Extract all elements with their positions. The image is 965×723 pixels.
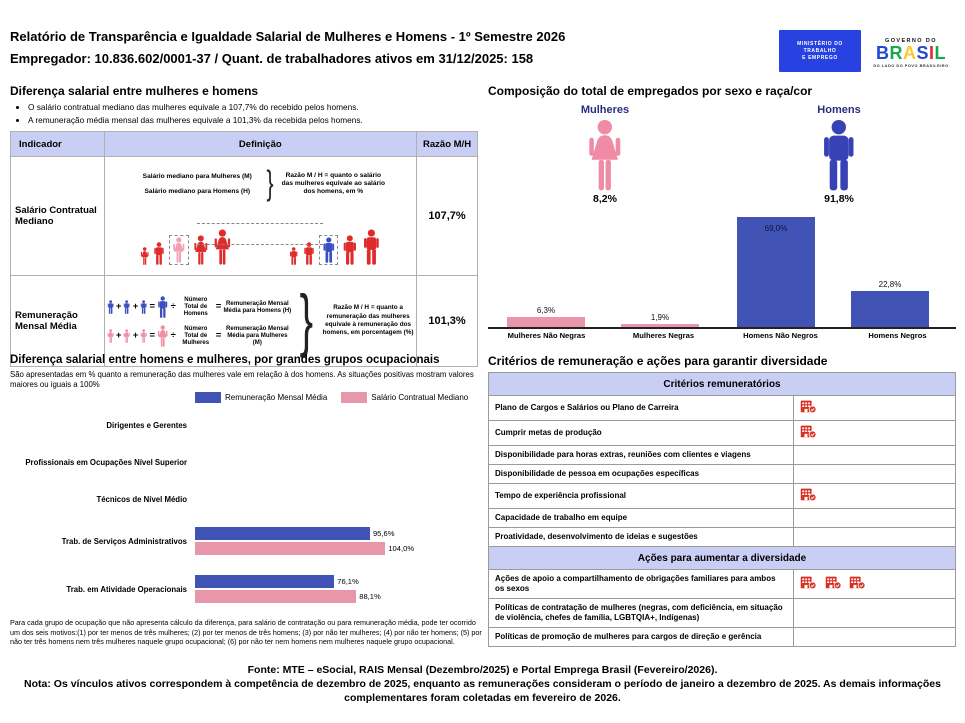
criteria-row [489, 465, 956, 484]
criteria-label: Disponibilidade de pessoa em ocupações específicas [489, 465, 794, 484]
criteria-row [489, 396, 956, 421]
composition-bar-chart [488, 211, 956, 329]
equals-sign: = [215, 301, 222, 312]
criteria-row [489, 509, 956, 528]
group-label: Técnicos de Nível Médio [96, 495, 187, 505]
bar-value-label: 88,1% [359, 592, 381, 602]
criteria-row [489, 528, 956, 547]
woman-icon-large [157, 325, 168, 347]
section-title-composition: Composição do total de empregados por sexo e raça/cor [488, 84, 813, 98]
bullet-mean-remuneration: • A remuneração média mensal das mulheres equivale a 101,3% da recebida pelos homens. [28, 115, 478, 125]
definition-cell [104, 276, 417, 367]
ratio-definition-note: Razão M / H = quanto a remuneração das mulheres equivale à remuneração dos homens, em porcentagem (%) [322, 304, 414, 337]
criteria-marks [794, 446, 956, 465]
group-label: Dirigentes e Gerentes [106, 421, 187, 431]
bar-homens-nao-negros [737, 224, 815, 327]
criteria-label: Proatividade, desenvolvimento de ideias e sugestões [489, 528, 794, 547]
criteria-label: Políticas de promoção de mulheres para cargos de direção e gerência [489, 628, 794, 647]
criteria-label: Capacidade de trabalho em equipe [489, 509, 794, 528]
brace-glyph: } [299, 282, 314, 359]
column-header-razao: Razão M/H [417, 132, 478, 157]
criteria-marks [794, 421, 956, 446]
indicator-label: Remuneração Mensal Média [11, 276, 105, 367]
legend-swatch-pink [341, 392, 367, 403]
group-label: Trab. de Serviços Administrativos [61, 536, 187, 546]
section-title-criteria: Critérios de remuneração e ações para garantir diversidade [488, 354, 828, 368]
bar-salario [195, 542, 385, 555]
criteria-row [489, 421, 956, 446]
woman-icon-median [172, 237, 186, 263]
section-composition [488, 84, 956, 340]
criteria-marks [794, 599, 956, 628]
band-criterios-remuneratorios: Critérios remuneratórios [489, 373, 956, 396]
legend-label-remuneracao: Remuneração Mensal Média [225, 393, 328, 403]
criteria-label: Disponibilidade para horas extras, reuniões com clientes e viagens [489, 446, 794, 465]
section-salary-difference [10, 84, 478, 367]
men-divisor-label: Número Total de Homens [183, 296, 208, 317]
occupational-subtitle: São apresentadas em % quanto a remuneração das mulheres vale em relação à dos homens. As situações positivas mostram valores maiores ou iguais a 100% [10, 370, 474, 390]
bullet-median-salary: • O salário contratual mediano das mulheres equivale a 107,7% do recebido pelos homens. [28, 102, 478, 112]
company-check-icon [800, 398, 817, 413]
group-row-dirigentes [10, 407, 482, 444]
group-row-profissionais [10, 444, 482, 481]
gov-logo-sub: DO LADO DO POVO BRASILEIRO [873, 63, 949, 68]
gov-logo-name: BRASIL [875, 43, 947, 63]
man-icon [342, 235, 358, 265]
equals-sign: = [215, 330, 222, 341]
bar-value-label: 6,3% [536, 305, 556, 315]
women-result-label: Remuneração Mensal Média para Mulheres (M) [226, 325, 289, 346]
bar-remuneracao [195, 575, 334, 588]
man-icon-large [820, 119, 858, 191]
category-label: Mulheres Não Negras [507, 331, 586, 340]
mte-logo-line: E EMPREGO [802, 54, 838, 61]
logo-group [779, 30, 957, 76]
column-header-definicao: Definição [104, 132, 417, 157]
table-row-remuneracao-media [11, 276, 478, 367]
plus-sign: + [132, 301, 139, 312]
criteria-row [489, 446, 956, 465]
criteria-row [489, 484, 956, 509]
equals-sign: = [149, 330, 156, 341]
section-occupational-groups [10, 354, 482, 646]
mte-logo-line: MINISTÉRIO DO [797, 40, 843, 47]
woman-icon [140, 329, 147, 343]
company-check-icon [800, 574, 817, 589]
criteria-row [489, 599, 956, 628]
criteria-label: Tempo de experiência profissional [489, 484, 794, 509]
criteria-table [488, 372, 956, 647]
median-men-line: Salário mediano para Homens (H) [144, 188, 251, 195]
criteria-marks [794, 628, 956, 647]
criteria-marks [794, 528, 956, 547]
bar-value-label: 95,6% [372, 529, 395, 539]
bar-remuneracao [195, 527, 370, 540]
category-label: Homens Negros [868, 331, 927, 340]
brace-glyph: } [266, 164, 274, 203]
man-icon [153, 242, 165, 265]
report-header [10, 26, 565, 70]
men-percent: 91,8% [824, 193, 854, 205]
women-average-formula [107, 325, 292, 347]
bar-mulheres-nao-negras [507, 306, 585, 327]
criteria-marks [794, 484, 956, 509]
man-icon [303, 242, 315, 265]
employer-line: Empregador: 10.836.602/0001-37 / Quant. de trabalhadores ativos em 31/12/2025: 158 [10, 51, 534, 66]
chart-legend [195, 392, 482, 403]
bar-homens-negros [851, 280, 929, 327]
women-percent: 8,2% [593, 193, 617, 205]
women-label: Mulheres [580, 104, 630, 116]
report-footer [0, 664, 965, 705]
mte-logo-line: TRABALHO [803, 47, 837, 54]
ratio-value-median: 107,7% [417, 157, 478, 276]
criteria-label: Cumprir metas de produção [489, 421, 794, 446]
gov-logo-top: GOVERNO DO [885, 38, 937, 44]
men-label: Homens [817, 104, 861, 116]
category-label: Homens Não Negros [743, 331, 818, 340]
man-icon [123, 300, 130, 314]
band-acoes-diversidade: Ações para aumentar a diversidade [489, 547, 956, 570]
composition-category-labels [488, 331, 956, 340]
bar-mulheres-negras [621, 313, 699, 327]
salary-bullets [10, 102, 478, 125]
group-label: Profissionais em Ocupações Nível Superior [25, 458, 187, 468]
bar-value-label: 76,1% [337, 577, 359, 587]
group-row-tecnicos [10, 481, 482, 518]
gov-brasil-logo [865, 30, 957, 76]
man-icon [289, 247, 298, 265]
plus-sign: + [115, 301, 122, 312]
men-total-block [749, 104, 929, 205]
mte-logo [779, 30, 861, 72]
criteria-marks [794, 509, 956, 528]
group-row-atividade-operacionais [10, 568, 482, 610]
bar-value-label: 69,0% [764, 223, 788, 233]
criteria-marks [794, 396, 956, 421]
legend-swatch-blue [195, 392, 221, 403]
woman-icon-large [586, 119, 624, 191]
ratio-value-mean: 101,3% [417, 276, 478, 367]
company-check-icon [800, 423, 817, 438]
company-check-icon [825, 574, 842, 589]
column-header-indicador: Indicador [11, 132, 105, 157]
woman-icon [140, 247, 149, 265]
company-check-icon [849, 574, 866, 589]
men-average-formula [107, 296, 292, 318]
criteria-label: Políticas de contratação de mulheres (negras, com deficiência, em situação de violência, chefes de família, LGBTQIA+, Indígenas) [489, 599, 794, 628]
median-people-diagram [107, 207, 415, 265]
note-line: Nota: Os vínculos ativos correspondem à competência de dezembro de 2025, enquanto as remunerações consideram o período de janeiro a dezembro de 2025. As demais informações complementares foram coletadas em fevereiro de 2026. [24, 678, 941, 704]
median-woman-box [169, 235, 189, 265]
divide-sign: ÷ [170, 330, 176, 341]
equals-sign: = [149, 301, 156, 312]
women-divisor-label: Número Total de Mulheres [182, 325, 210, 346]
criteria-marks [794, 570, 956, 599]
plus-sign: + [132, 330, 139, 341]
man-icon [362, 229, 381, 265]
man-icon [140, 300, 147, 314]
woman-icon [123, 329, 130, 343]
table-header-row [11, 132, 478, 157]
bar-value-label: 22,8% [878, 279, 902, 289]
man-icon-median [322, 237, 336, 263]
median-women-line: Salário mediano para Mulheres (M) [142, 173, 252, 180]
criteria-row [489, 570, 956, 599]
group-row-servicos-administrativos [10, 520, 482, 562]
man-icon [107, 300, 114, 314]
table-row-salario-contratual [11, 157, 478, 276]
bar-value-label: 1,9% [650, 312, 670, 322]
criteria-label: Plano de Cargos e Salários ou Plano de Carreira [489, 396, 794, 421]
criteria-row [489, 628, 956, 647]
plus-sign: + [115, 330, 122, 341]
occupational-bar-chart [10, 407, 482, 610]
occupational-footnote: Para cada grupo de ocupação que não apresenta cálculo da diferença, para salário de contratação ou para remuneração média, pode ter ocorrido um dos seis motivos:(1) por ter menos de três mulheres; (2) por ter menos de três homens; (3) por não ter mulheres; (4) por não ter homens; (5) por não ter três homens nem três mulheres naquele grupo ocupacional; (6) por não ter nem homens nem mulheres naquele grupo ocupacional. [10, 618, 482, 646]
bar-salario [195, 590, 356, 603]
report-title: Relatório de Transparência e Igualdade Salarial de Mulheres e Homens - 1º Semestre 2026 [10, 29, 566, 44]
ratio-definition-note: Razão M / H = quanto o salário das mulheres equivale ao salário dos homens, em % [281, 171, 385, 196]
man-icon-large [157, 296, 168, 318]
women-total-block [515, 104, 695, 205]
median-dashed-band [197, 223, 323, 245]
criteria-label: Ações de apoio a compartilhamento de obrigações familiares para ambos os sexos [489, 570, 794, 599]
criteria-marks [794, 465, 956, 484]
men-result-label: Remuneração Mensal Média para Homens (H) [223, 299, 292, 314]
category-label: Mulheres Negras [632, 331, 695, 340]
woman-icon [107, 329, 114, 343]
source-line: Fonte: MTE – eSocial, RAIS Mensal (Dezembro/2025) e Portal Emprega Brasil (Fevereiro/2026). [247, 664, 718, 676]
section-title-salary-difference: Diferença salarial entre mulheres e homens [10, 84, 259, 98]
group-label: Trab. em Atividade Operacionais [66, 584, 187, 594]
company-check-icon [800, 486, 817, 501]
salary-indicator-table [10, 131, 478, 367]
indicator-label: Salário Contratual Mediano [11, 157, 105, 276]
legend-label-salario: Salário Contratual Mediano [371, 393, 469, 403]
divide-sign: ÷ [170, 301, 176, 312]
definition-cell [104, 157, 417, 276]
section-criteria [488, 354, 956, 647]
section-title-occupational: Diferença salarial entre homens e mulheres, por grandes grupos ocupacionais [10, 354, 440, 366]
bar-value-label: 104,0% [388, 544, 415, 554]
